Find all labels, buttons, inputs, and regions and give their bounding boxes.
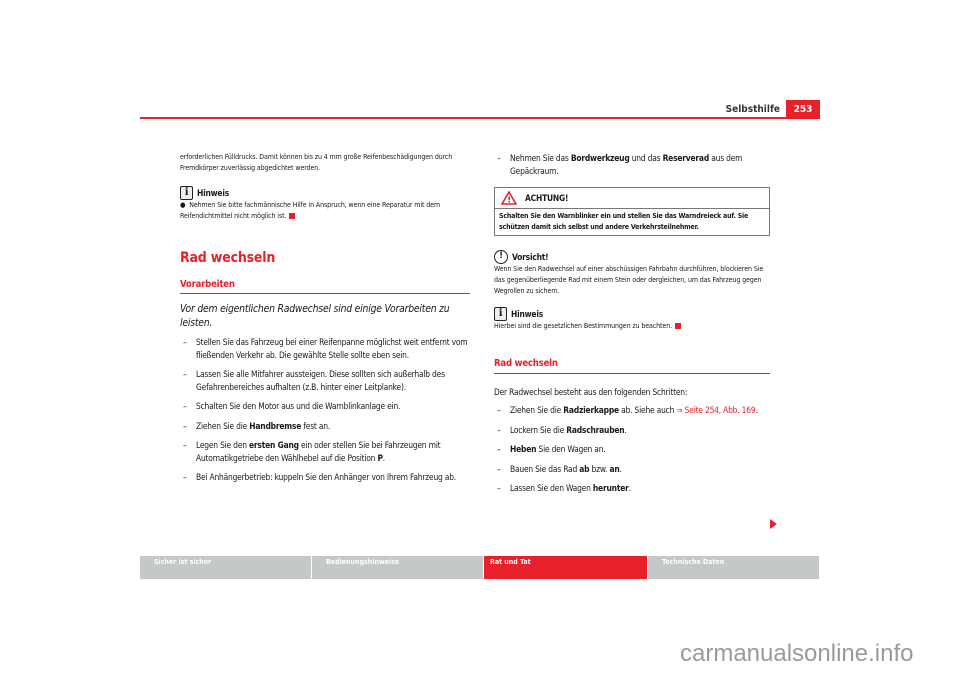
list-item: – Lassen Sie alle Mitfahrer aussteigen. Diese sollten sich außerhalb des Gefahrenbereiches aufhalten (z.B. hinter einer Leitplanke). — [180, 368, 470, 393]
continue-arrow-icon[interactable] — [770, 519, 777, 529]
caution-title: Vorsicht! — [512, 251, 549, 262]
header-rule — [140, 117, 820, 119]
list-item: – Lockern Sie die Radschrauben. — [494, 424, 770, 437]
caution-text: Wenn Sie den Radwechsel auf einer abschüssigen Fahrbahn durchführen, blockieren Sie das gegenüberliegende Rad mit einem Stein oder dergleichen, um das Fahrzeug gegen Wegrollen zu sichern. — [494, 265, 764, 295]
list-item: – Bauen Sie das Rad ab bzw. an. — [494, 463, 770, 476]
list-item: – Legen Sie den ersten Gang ein oder stellen Sie bei Fahrzeugen mit Automatikgetriebe den Wählhebel auf die Position P. — [180, 439, 470, 464]
tab-sicher-ist-sicher[interactable]: Sicher ist sicher — [140, 556, 312, 579]
page-number: 253 — [786, 100, 820, 119]
note-title: Hinweis — [511, 308, 543, 319]
list-item: – Ziehen Sie die Handbremse fest an. — [180, 420, 470, 433]
note-text: Hierbei sind die gesetzlichen Bestimmungen zu beachten. — [494, 321, 770, 332]
info-icon: i — [494, 307, 507, 321]
list-item: – Schalten Sie den Motor aus und die Warnblinkanlage ein. — [180, 400, 470, 413]
note-heading — [494, 307, 770, 321]
list-item: – Bei Anhängerbetrieb: kuppeln Sie den Anhänger von Ihrem Fahrzeug ab. — [180, 471, 470, 484]
lead-paragraph: Vor dem eigentlichen Radwechsel sind einige Vorarbeiten zu leisten. — [180, 303, 450, 329]
section-title: Rad wechseln — [180, 250, 276, 266]
left-column — [180, 152, 470, 491]
wheel-change-steps — [494, 404, 770, 495]
continuation-steps — [494, 152, 770, 177]
list-item: – Lassen Sie den Wagen herunter. — [494, 482, 770, 495]
right-column — [494, 152, 770, 502]
end-of-section-icon — [289, 213, 295, 219]
list-item: – Ziehen Sie die Radzierkappe ab. Siehe auch ⇒ Seite 254, Abb. 169. — [494, 404, 770, 417]
info-icon: i — [180, 186, 193, 200]
svg-text:!: ! — [507, 195, 511, 205]
intro-paragraph: Der Radwechsel besteht aus den folgenden Schritten: — [494, 386, 688, 397]
warning-text: Schalten Sie den Warnblinker ein und stellen Sie das Warndreieck auf. Sie schützen damit sich selbst und andere Verkehrsteilnehmer. — [499, 212, 749, 231]
warning-triangle-icon — [501, 191, 517, 205]
bullet-icon: ● — [180, 201, 190, 209]
end-of-section-icon — [675, 323, 681, 329]
exclamation-circle-icon: ! — [494, 250, 508, 264]
warning-heading — [495, 188, 769, 209]
running-header-title: Selbsthilfe — [725, 104, 780, 115]
intro-paragraph: erforderlichen Fülldrucks. Damit können bis zu 4 mm große Reifenbeschädigungen durch Fremdkörper zuverlässig abgedichtet werden. — [180, 153, 453, 172]
note-heading — [180, 186, 470, 200]
tab-rat-und-tat[interactable]: Rat und Tat — [484, 556, 648, 579]
note-text: ● Nehmen Sie bitte fachmännische Hilfe in Anspruch, wenn eine Reparatur mit dem Reifendichtmittel nicht möglich ist. — [180, 201, 440, 220]
preparation-steps — [180, 336, 470, 484]
warning-title: ACHTUNG! — [525, 192, 569, 203]
page-reference-link[interactable]: ⇒ Seite 254, Abb. 169 — [676, 405, 756, 415]
list-item: – Stellen Sie das Fahrzeug bei einer Reifenpanne möglichst weit entfernt vom fließenden Verkehr ab. Die gewählte Stelle sollte eben sein. — [180, 336, 470, 361]
tab-technische-daten[interactable]: Technische Daten — [648, 556, 820, 579]
chapter-nav — [140, 556, 820, 579]
watermark: carmanualsonline.info — [680, 640, 914, 667]
warning-box — [494, 187, 770, 236]
caution-heading — [494, 250, 770, 264]
subsection-title: Vorarbeiten — [180, 279, 470, 295]
subsection-title: Rad wechseln — [494, 358, 770, 374]
tab-bedienungshinweise[interactable]: Bedienungshinweise — [312, 556, 484, 579]
note-title: Hinweis — [197, 187, 229, 198]
list-item: – Nehmen Sie das Bordwerkzeug und das Reserverad aus dem Gepäckraum. — [494, 152, 770, 177]
list-item: – Heben Sie den Wagen an. — [494, 443, 770, 456]
